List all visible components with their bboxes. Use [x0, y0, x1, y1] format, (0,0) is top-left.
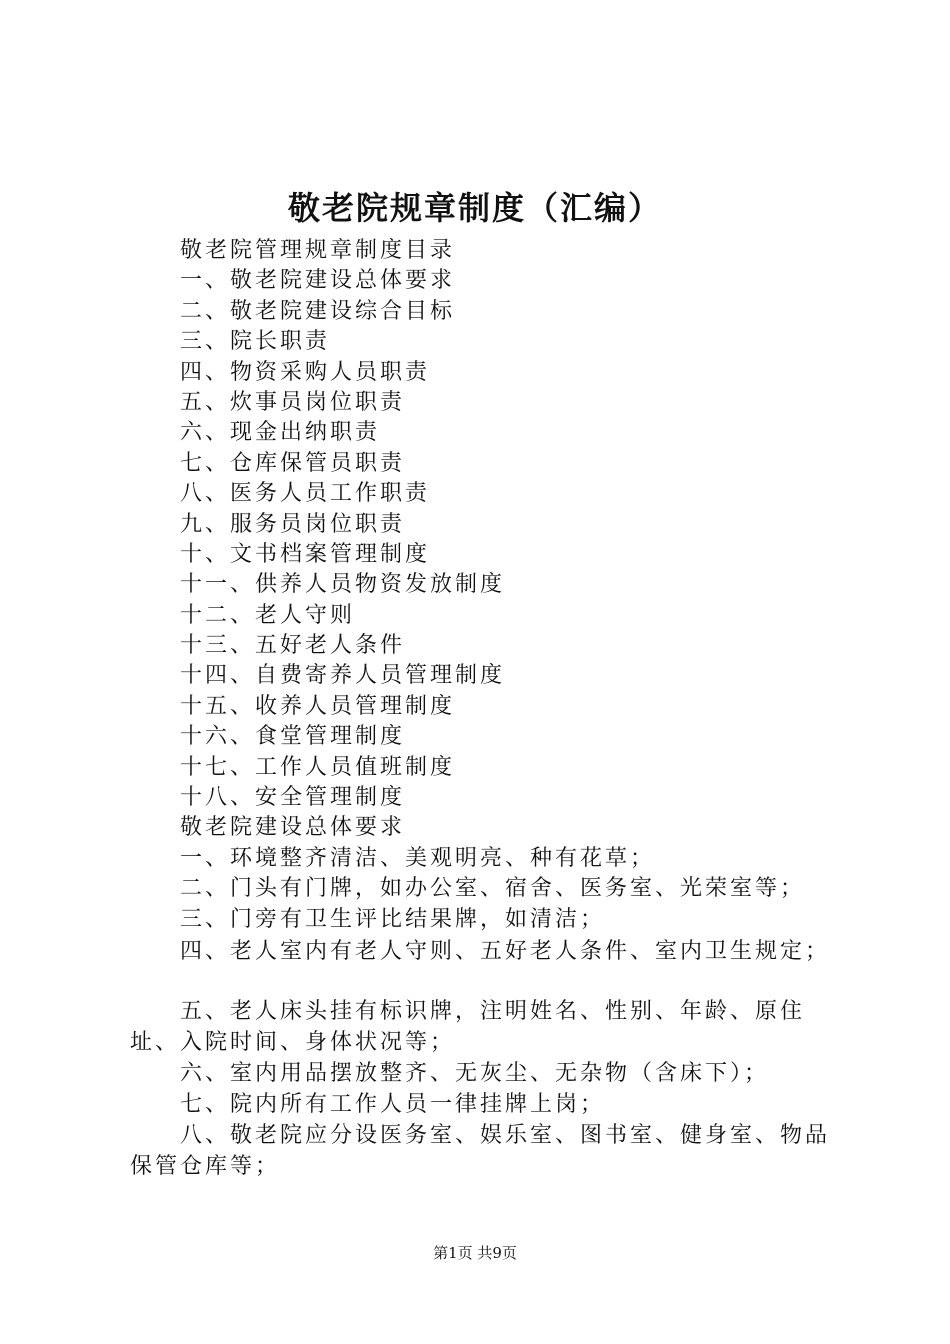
toc-item: 十三、五好老人条件: [180, 633, 406, 659]
page-footer: 第1页 共9页: [433, 1244, 517, 1262]
requirement-paragraph: 六、室内用品摆放整齐、无灰尘、无杂物（含床下）；: [180, 1061, 770, 1086]
requirement-paragraph: 八、敬老院应分设医务室、娱乐室、图书室、健身室、物品保管仓库等；: [130, 1123, 831, 1179]
toc-heading: 敬老院管理规章制度目录: [180, 238, 456, 263]
requirement-paragraph: 七、院内所有工作人员一律挂牌上岗；: [180, 1092, 606, 1117]
requirement-item: 一、环境整齐清洁、美观明亮、种有花草；: [180, 845, 656, 871]
toc-item: 四、物资采购人员职责: [180, 359, 431, 385]
toc-item: 六、现金出纳职责: [180, 420, 381, 446]
toc-item: 十一、供养人员物资发放制度: [180, 572, 506, 598]
toc-item: 七、仓库保管员职责: [180, 450, 406, 476]
toc-item: 十二、老人守则: [180, 602, 356, 628]
toc-item: 十、文书档案管理制度: [180, 541, 431, 567]
toc-item: 十七、工作人员值班制度: [180, 754, 456, 780]
section-heading: 敬老院建设总体要求: [180, 815, 406, 841]
toc-item: 三、院长职责: [180, 329, 331, 355]
requirement-paragraph: 四、老人室内有老人守则、五好老人条件、室内卫生规定；: [180, 939, 831, 964]
toc-item: 十八、安全管理制度: [180, 785, 406, 811]
document-body: [130, 236, 830, 935]
toc-item: 九、服务员岗位职责: [180, 511, 406, 537]
toc-item: 十四、自费寄养人员管理制度: [180, 663, 506, 689]
requirement-item: 二、门头有门牌，如办公室、宿舍、医务室、光荣室等；: [180, 876, 806, 902]
toc-item: 五、炊事员岗位职责: [180, 389, 406, 415]
requirement-item: 三、门旁有卫生评比结果牌，如清洁；: [180, 906, 606, 932]
toc-item: 十六、食堂管理制度: [180, 724, 406, 750]
toc-item: 十五、收养人员管理制度: [180, 693, 456, 719]
document-title: 敬老院规章制度（汇编）: [287, 189, 662, 227]
requirement-paragraph: 五、老人床头挂有标识牌，注明姓名、性别、年龄、原住址、入院时间、身体状况等；: [130, 999, 806, 1055]
toc-item: 一、敬老院建设总体要求: [180, 268, 456, 294]
toc-item: 二、敬老院建设综合目标: [180, 298, 456, 324]
toc-item: 八、医务人员工作职责: [180, 481, 431, 507]
